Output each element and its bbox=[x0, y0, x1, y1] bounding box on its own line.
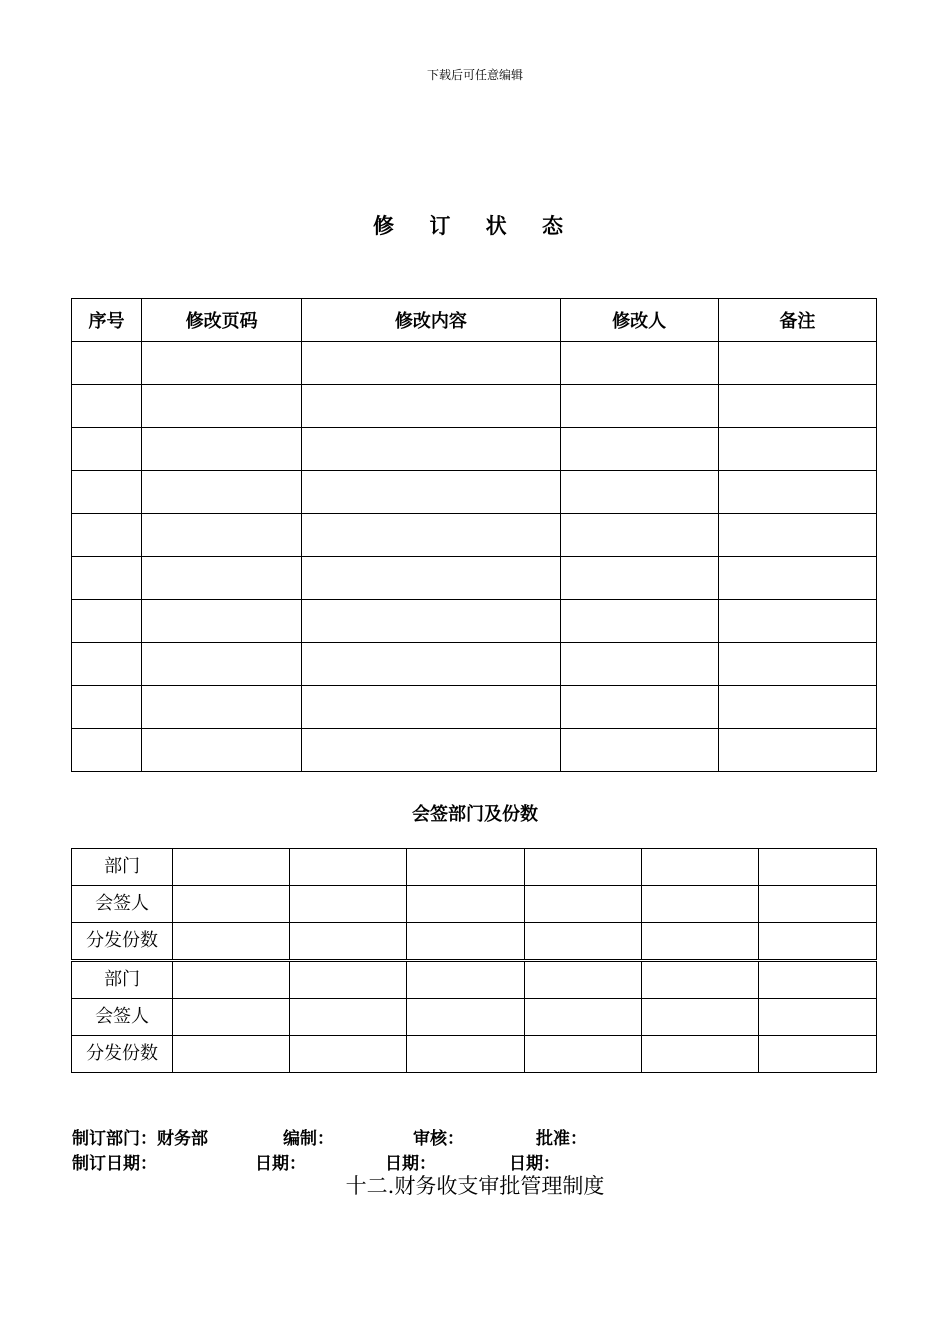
countersign-row bbox=[72, 1036, 877, 1073]
table-cell[interactable] bbox=[302, 600, 560, 643]
table-cell[interactable] bbox=[718, 342, 876, 385]
countersign-cell[interactable] bbox=[524, 1036, 641, 1073]
countersign-row bbox=[72, 961, 877, 999]
table-cell[interactable] bbox=[72, 729, 142, 772]
countersign-section-title: 会签部门及份数 bbox=[412, 804, 538, 825]
countersign-cell[interactable] bbox=[758, 961, 876, 999]
header-note: 下载后可任意编辑 bbox=[426, 68, 523, 82]
countersign-cell[interactable] bbox=[524, 923, 641, 961]
countersign-table bbox=[71, 848, 877, 1073]
table-cell[interactable] bbox=[718, 600, 876, 643]
document-title: 十二.财务收支审批管理制度 bbox=[345, 1174, 605, 1198]
countersign-cell[interactable] bbox=[407, 1036, 524, 1073]
table-cell[interactable] bbox=[142, 385, 302, 428]
table-cell[interactable] bbox=[142, 557, 302, 600]
table-cell[interactable] bbox=[302, 643, 560, 686]
countersign-row bbox=[72, 886, 877, 923]
countersign-cell[interactable] bbox=[524, 849, 641, 886]
table-cell[interactable] bbox=[302, 342, 560, 385]
table-cell[interactable] bbox=[142, 643, 302, 686]
countersign-row bbox=[72, 999, 877, 1036]
table-cell[interactable] bbox=[718, 385, 876, 428]
countersign-cell[interactable] bbox=[758, 999, 876, 1036]
table-cell[interactable] bbox=[72, 514, 142, 557]
compile-label: 编制： bbox=[283, 1129, 334, 1149]
countersign-row-label: 部门 bbox=[72, 961, 173, 999]
table-row bbox=[72, 557, 877, 600]
column-header-page: 修改页码 bbox=[142, 299, 302, 342]
countersign-cell[interactable] bbox=[758, 1036, 876, 1073]
table-cell[interactable] bbox=[302, 686, 560, 729]
table-cell[interactable] bbox=[72, 600, 142, 643]
table-cell[interactable] bbox=[142, 729, 302, 772]
countersign-cell[interactable] bbox=[290, 849, 407, 886]
approve-date-label: 日期： bbox=[509, 1154, 560, 1174]
compile-date-label: 日期： bbox=[255, 1154, 306, 1174]
table-cell[interactable] bbox=[560, 342, 718, 385]
table-row bbox=[72, 686, 877, 729]
countersign-cell[interactable] bbox=[290, 886, 407, 923]
table-cell[interactable] bbox=[718, 471, 876, 514]
table-cell[interactable] bbox=[302, 557, 560, 600]
countersign-cell[interactable] bbox=[407, 886, 524, 923]
table-row bbox=[72, 385, 877, 428]
table-cell[interactable] bbox=[142, 471, 302, 514]
countersign-cell[interactable] bbox=[290, 961, 407, 999]
review-date-label: 日期： bbox=[385, 1154, 436, 1174]
table-cell[interactable] bbox=[72, 643, 142, 686]
table-cell[interactable] bbox=[142, 428, 302, 471]
table-row bbox=[72, 428, 877, 471]
table-row bbox=[72, 729, 877, 772]
table-cell[interactable] bbox=[72, 342, 142, 385]
countersign-cell[interactable] bbox=[758, 923, 876, 961]
countersign-cell[interactable] bbox=[173, 999, 290, 1036]
approve-label: 批准： bbox=[536, 1129, 587, 1149]
table-row bbox=[72, 471, 877, 514]
table-cell[interactable] bbox=[72, 557, 142, 600]
table-cell[interactable] bbox=[142, 514, 302, 557]
table-cell[interactable] bbox=[72, 385, 142, 428]
table-cell[interactable] bbox=[718, 643, 876, 686]
table-cell[interactable] bbox=[560, 428, 718, 471]
table-cell[interactable] bbox=[560, 686, 718, 729]
countersign-cell[interactable] bbox=[641, 1036, 758, 1073]
countersign-cell[interactable] bbox=[173, 886, 290, 923]
table-cell[interactable] bbox=[560, 385, 718, 428]
countersign-cell[interactable] bbox=[641, 849, 758, 886]
countersign-cell[interactable] bbox=[407, 923, 524, 961]
countersign-cell[interactable] bbox=[407, 999, 524, 1036]
table-cell[interactable] bbox=[718, 557, 876, 600]
table-row bbox=[72, 342, 877, 385]
countersign-row bbox=[72, 923, 877, 961]
countersign-row-label: 会签人 bbox=[72, 999, 173, 1036]
countersign-cell[interactable] bbox=[641, 923, 758, 961]
column-header-remarks: 备注 bbox=[718, 299, 876, 342]
countersign-cell[interactable] bbox=[173, 849, 290, 886]
table-cell[interactable] bbox=[718, 514, 876, 557]
countersign-row-label: 分发份数 bbox=[72, 1036, 173, 1073]
table-cell[interactable] bbox=[72, 471, 142, 514]
countersign-cell[interactable] bbox=[524, 999, 641, 1036]
table-cell[interactable] bbox=[72, 686, 142, 729]
countersign-row-label: 会签人 bbox=[72, 886, 173, 923]
countersign-cell[interactable] bbox=[173, 961, 290, 999]
column-header-content: 修改内容 bbox=[302, 299, 560, 342]
department-label: 制订部门：财务部 bbox=[72, 1129, 208, 1149]
countersign-cell[interactable] bbox=[407, 961, 524, 999]
table-cell[interactable] bbox=[72, 428, 142, 471]
page-title: 修 订 状 态 bbox=[373, 214, 577, 238]
table-cell[interactable] bbox=[560, 600, 718, 643]
table-cell[interactable] bbox=[302, 428, 560, 471]
countersign-cell[interactable] bbox=[290, 999, 407, 1036]
countersign-row bbox=[72, 849, 877, 886]
issue-date-label: 制订日期： bbox=[72, 1154, 157, 1174]
table-row bbox=[72, 600, 877, 643]
countersign-cell[interactable] bbox=[758, 849, 876, 886]
countersign-cell[interactable] bbox=[407, 849, 524, 886]
countersign-cell[interactable] bbox=[290, 923, 407, 961]
table-cell[interactable] bbox=[718, 686, 876, 729]
countersign-cell[interactable] bbox=[524, 961, 641, 999]
countersign-row-label: 分发份数 bbox=[72, 923, 173, 961]
countersign-cell[interactable] bbox=[641, 886, 758, 923]
table-row bbox=[72, 643, 877, 686]
table-cell[interactable] bbox=[302, 385, 560, 428]
table-cell[interactable] bbox=[560, 471, 718, 514]
review-label: 审核： bbox=[413, 1129, 464, 1149]
revision-table bbox=[71, 298, 877, 772]
table-cell[interactable] bbox=[142, 686, 302, 729]
countersign-cell[interactable] bbox=[173, 923, 290, 961]
countersign-row-label: 部门 bbox=[72, 849, 173, 886]
table-cell[interactable] bbox=[302, 471, 560, 514]
countersign-cell[interactable] bbox=[524, 886, 641, 923]
countersign-cell[interactable] bbox=[758, 886, 876, 923]
table-cell[interactable] bbox=[718, 428, 876, 471]
table-cell[interactable] bbox=[560, 557, 718, 600]
table-cell[interactable] bbox=[142, 342, 302, 385]
countersign-cell[interactable] bbox=[290, 1036, 407, 1073]
table-cell[interactable] bbox=[560, 643, 718, 686]
column-header-serial: 序号 bbox=[72, 299, 142, 342]
countersign-cell[interactable] bbox=[641, 999, 758, 1036]
countersign-cell[interactable] bbox=[173, 1036, 290, 1073]
table-cell[interactable] bbox=[142, 600, 302, 643]
countersign-cell[interactable] bbox=[641, 961, 758, 999]
table-cell[interactable] bbox=[718, 729, 876, 772]
table-cell[interactable] bbox=[302, 514, 560, 557]
revision-table-header bbox=[72, 299, 877, 342]
table-cell[interactable] bbox=[560, 729, 718, 772]
table-cell[interactable] bbox=[560, 514, 718, 557]
column-header-reviser: 修改人 bbox=[560, 299, 718, 342]
table-cell[interactable] bbox=[302, 729, 560, 772]
table-row bbox=[72, 514, 877, 557]
